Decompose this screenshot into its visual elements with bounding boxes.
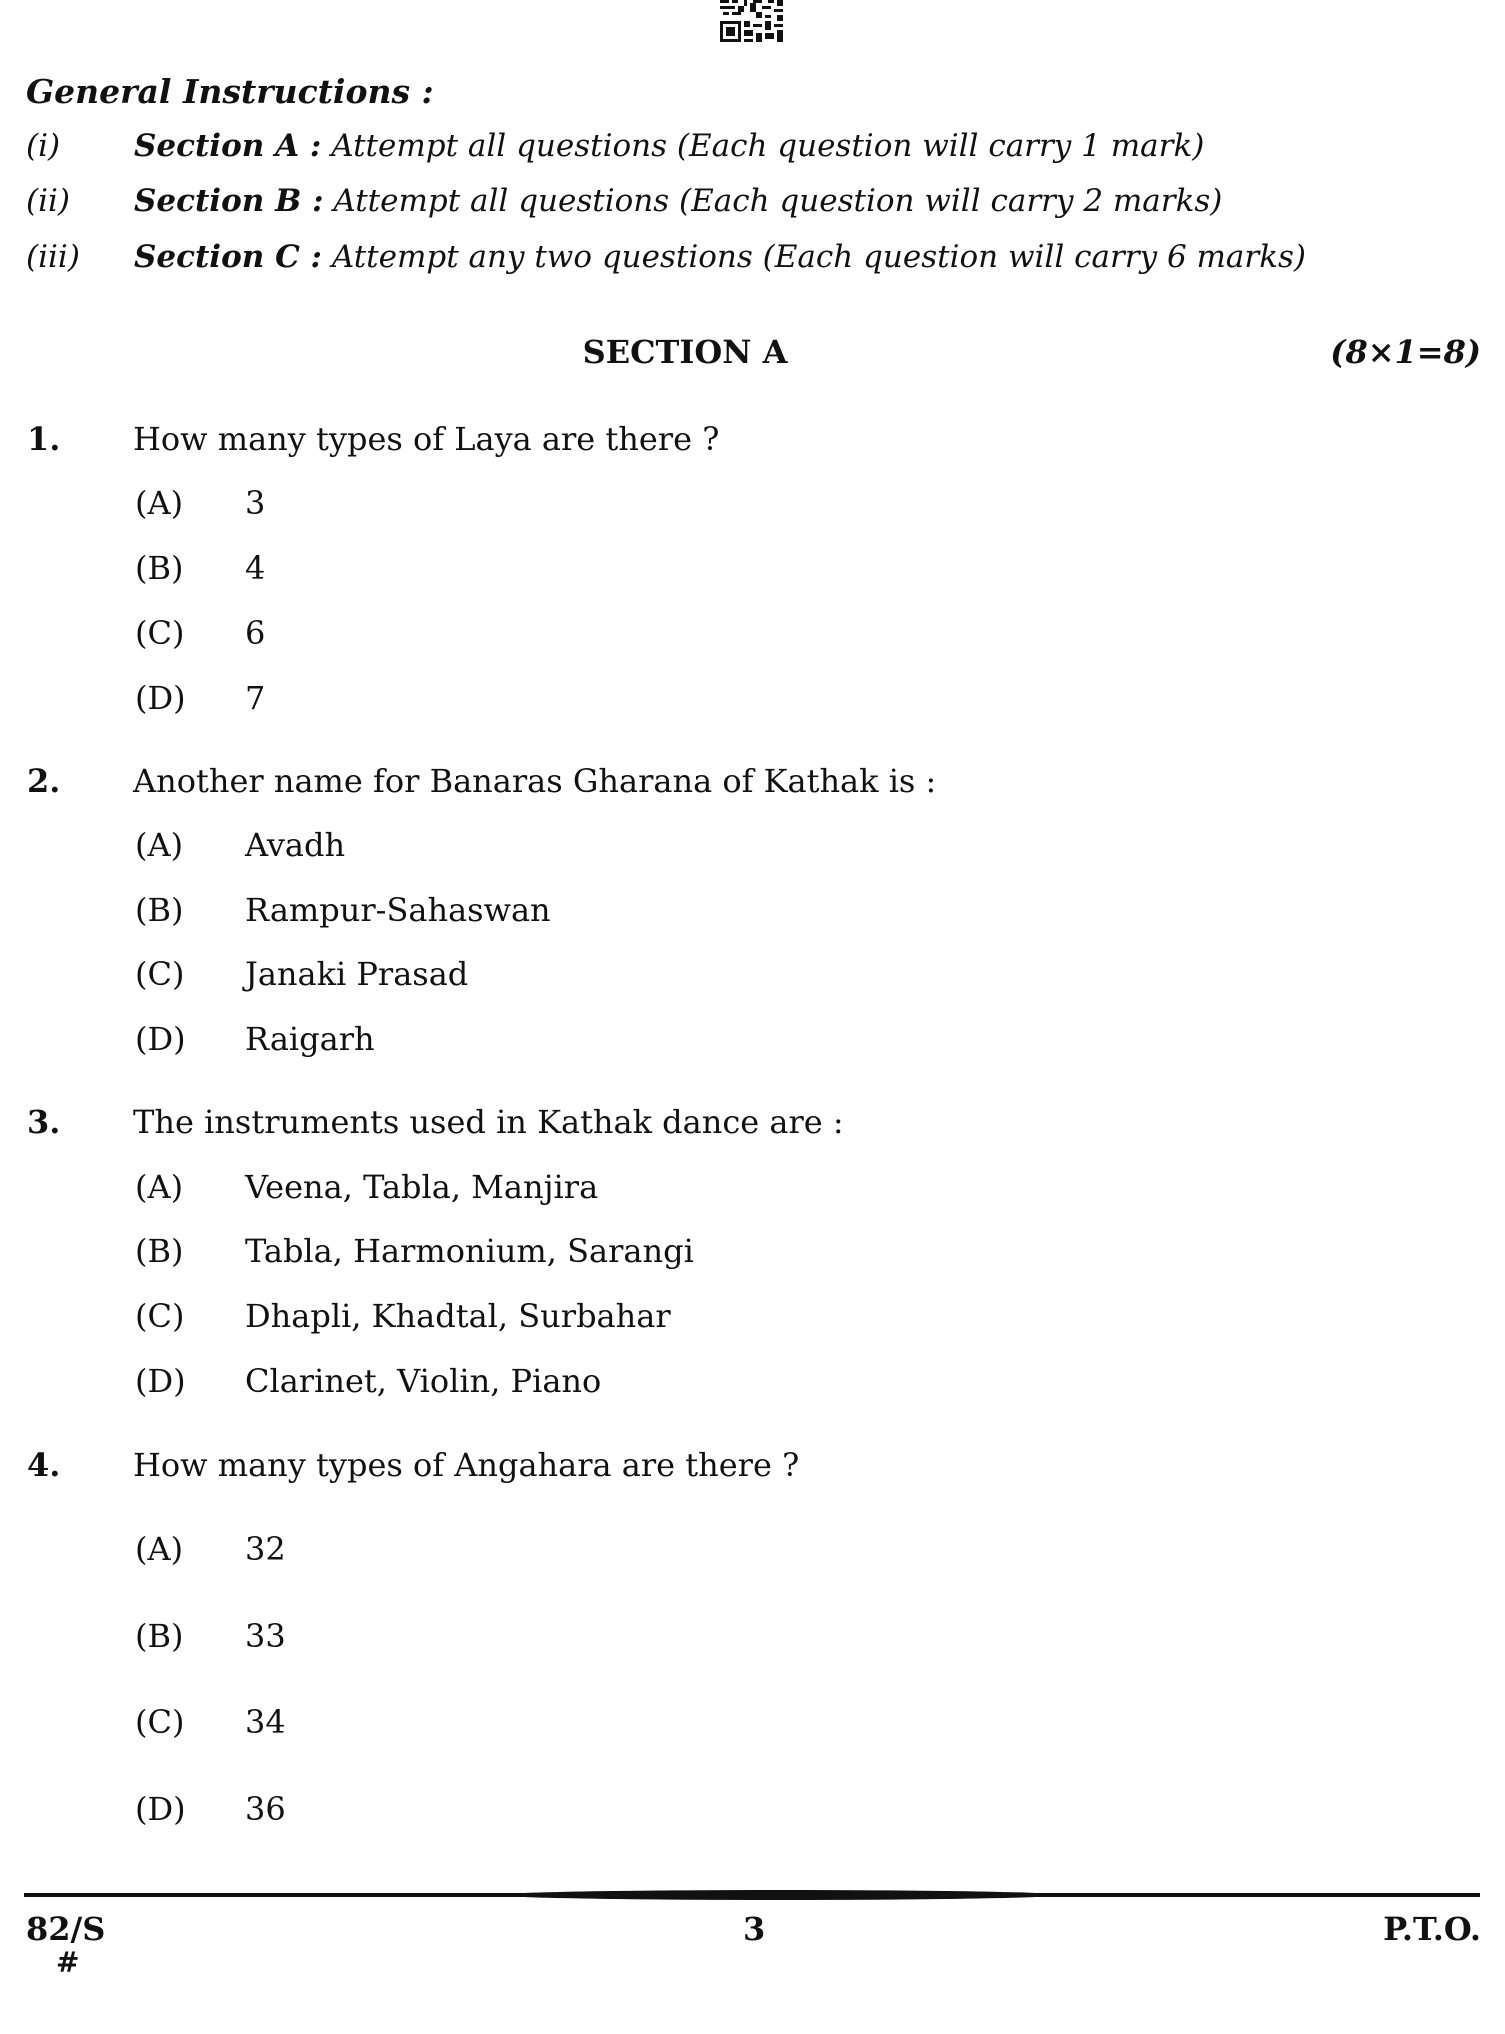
option-label: (D) <box>135 1020 186 1058</box>
instruction-item <box>26 183 1486 223</box>
option-value: Raigarh <box>245 1020 375 1058</box>
instruction-text: Attempt all questions (Each question will carry 2 marks) <box>323 183 1223 219</box>
option-value: Dhapli, Khadtal, Surbahar <box>245 1297 671 1335</box>
instruction-section: Section B : <box>134 183 324 219</box>
option-a <box>135 1530 1135 1570</box>
option-label: (D) <box>135 679 186 717</box>
option-label: (C) <box>135 1703 185 1741</box>
option-a <box>135 1168 1135 1208</box>
instruction-number: (iii) <box>26 239 80 275</box>
option-d <box>135 1790 1135 1830</box>
instruction-text: Attempt all questions (Each question will carry 1 mark) <box>321 128 1205 164</box>
option-b <box>135 549 1135 589</box>
question-2 <box>27 762 1427 802</box>
option-c <box>135 614 1135 654</box>
footer-paper-code: 82/S <box>26 1910 106 1948</box>
option-a <box>135 484 1135 524</box>
option-value: 4 <box>245 549 266 587</box>
question-number: 3. <box>27 1103 61 1141</box>
option-d <box>135 679 1135 719</box>
option-c <box>135 1703 1135 1743</box>
option-label: (C) <box>135 1297 185 1335</box>
option-label: (A) <box>135 826 184 864</box>
option-value: 7 <box>245 679 266 717</box>
instruction-number: (ii) <box>26 183 71 219</box>
option-b <box>135 891 1135 931</box>
question-1 <box>27 420 1427 460</box>
question-number: 4. <box>27 1446 61 1484</box>
footer-page-number: 3 <box>743 1910 766 1948</box>
instruction-item <box>26 128 1486 168</box>
instruction-text: Attempt any two questions (Each question will carry 6 marks) <box>322 239 1307 275</box>
question-text: Another name for Banaras Gharana of Kathak is : <box>133 762 937 800</box>
option-value: 6 <box>245 614 266 652</box>
option-value: 36 <box>245 1790 286 1828</box>
option-value: Rampur-Sahaswan <box>245 891 551 929</box>
option-value: 3 <box>245 484 266 522</box>
option-label: (B) <box>135 1617 184 1655</box>
option-label: (A) <box>135 484 184 522</box>
instruction-section: Section A : <box>134 128 322 164</box>
question-text: The instruments used in Kathak dance are : <box>133 1103 844 1141</box>
question-4 <box>27 1446 1427 1486</box>
option-b <box>135 1232 1135 1272</box>
qr-code-icon <box>720 0 786 42</box>
footer-divider-thick <box>500 1890 1060 1900</box>
option-label: (D) <box>135 1790 186 1828</box>
question-text: How many types of Angahara are there ? <box>133 1446 800 1484</box>
option-label: (A) <box>135 1168 184 1206</box>
question-number: 2. <box>27 762 61 800</box>
question-3 <box>27 1103 1427 1143</box>
option-value: Tabla, Harmonium, Sarangi <box>245 1232 694 1270</box>
option-c <box>135 955 1135 995</box>
option-c <box>135 1297 1135 1337</box>
option-value: Avadh <box>245 826 346 864</box>
option-d <box>135 1020 1135 1060</box>
question-text: How many types of Laya are there ? <box>133 420 720 458</box>
option-label: (B) <box>135 549 184 587</box>
section-marks: (8×1=8) <box>1330 333 1481 371</box>
question-number: 1. <box>27 420 61 458</box>
footer-hash: # <box>56 1946 80 1979</box>
option-label: (C) <box>135 955 185 993</box>
option-label: (B) <box>135 891 184 929</box>
instruction-item <box>26 239 1486 279</box>
instruction-number: (i) <box>26 128 61 164</box>
option-value: Clarinet, Violin, Piano <box>245 1362 602 1400</box>
footer-pto: P.T.O. <box>1383 1910 1481 1948</box>
option-value: 34 <box>245 1703 286 1741</box>
option-value: 33 <box>245 1617 286 1655</box>
option-label: (C) <box>135 614 185 652</box>
section-title: SECTION A <box>582 333 788 371</box>
general-instructions-title: General Instructions : <box>26 72 434 111</box>
option-label: (D) <box>135 1362 186 1400</box>
option-value: 32 <box>245 1530 286 1568</box>
option-d <box>135 1362 1135 1402</box>
option-label: (B) <box>135 1232 184 1270</box>
option-label: (A) <box>135 1530 184 1568</box>
instruction-section: Section C : <box>134 239 322 275</box>
option-value: Janaki Prasad <box>245 955 469 993</box>
option-b <box>135 1617 1135 1657</box>
option-value: Veena, Tabla, Manjira <box>245 1168 599 1206</box>
option-a <box>135 826 1135 866</box>
